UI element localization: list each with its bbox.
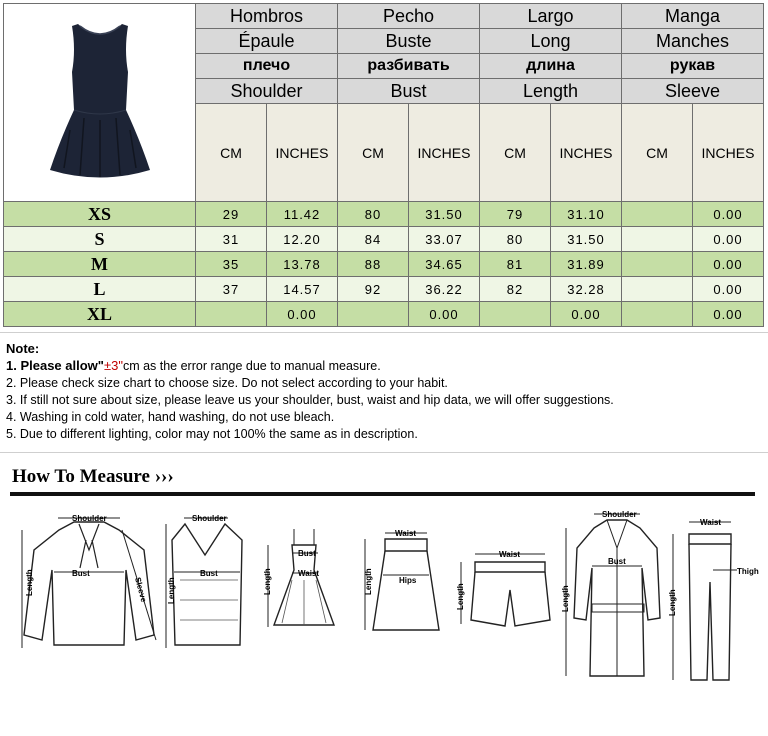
header-en-sleeve: Sleeve	[622, 79, 764, 104]
header-en-bust: Bust	[338, 79, 480, 104]
table-cell: 31.50	[409, 202, 480, 227]
table-cell: 79	[480, 202, 551, 227]
table-cell: 88	[338, 252, 409, 277]
note-line-5: 5. Due to different lighting, color may not 100% the same as in description.	[6, 427, 418, 441]
table-cell	[622, 252, 693, 277]
divider	[0, 452, 768, 453]
header-fr-length: Long	[480, 29, 622, 54]
size-label: M	[4, 252, 196, 277]
shorts-measure-diagram	[455, 540, 555, 635]
header-ru-bust: разбивать	[338, 54, 480, 79]
length-label: Length	[167, 577, 176, 604]
coat-icon	[562, 508, 667, 683]
table-cell: 0.00	[551, 302, 622, 327]
table-row	[4, 277, 764, 302]
waist-label: Waist	[298, 569, 320, 578]
dress-image	[40, 10, 160, 190]
table-cell: 81	[480, 252, 551, 277]
table-cell: 35	[196, 252, 267, 277]
table-cell: 0.00	[693, 302, 764, 327]
table-cell: 11.42	[267, 202, 338, 227]
tank-top-icon	[160, 510, 255, 655]
header-es-length: Largo	[480, 4, 622, 29]
table-cell	[338, 302, 409, 327]
table-cell: 34.65	[409, 252, 480, 277]
header-ru-sleeve: рукав	[622, 54, 764, 79]
header-fr-bust: Buste	[338, 29, 480, 54]
size-label: XS	[4, 202, 196, 227]
notes-section	[6, 340, 614, 443]
table-cell: 92	[338, 277, 409, 302]
coat-measure-diagram	[562, 508, 667, 688]
shoulder-label: Shoulder	[192, 514, 227, 523]
shorts-icon	[455, 540, 555, 630]
table-cell	[622, 302, 693, 327]
header-ru-shoulder: плечо	[196, 54, 338, 79]
note-1-rest: cm as the error range due to manual measure.	[122, 359, 381, 373]
table-cell: 32.28	[551, 277, 622, 302]
table-cell: 80	[480, 227, 551, 252]
blouse-measure-diagram	[14, 510, 164, 660]
table-cell	[622, 202, 693, 227]
table-row	[4, 202, 764, 227]
how-to-measure-title	[12, 466, 174, 488]
table-cell	[196, 302, 267, 327]
length-label: Length	[561, 585, 570, 612]
unit-header: CM	[622, 104, 693, 202]
note-1-text: 1. Please allow"	[6, 358, 104, 373]
how-to-measure-text: How To Measure	[12, 466, 150, 487]
table-cell: 13.78	[267, 252, 338, 277]
size-chart-table	[3, 3, 764, 327]
table-cell: 82	[480, 277, 551, 302]
length-label: Length	[364, 568, 373, 595]
bust-label: Bust	[72, 569, 90, 578]
table-cell: 31.89	[551, 252, 622, 277]
header-en-shoulder: Shoulder	[196, 79, 338, 104]
bust-label: Bust	[200, 569, 218, 578]
header-fr-shoulder: Épaule	[196, 29, 338, 54]
table-cell	[480, 302, 551, 327]
product-photo	[4, 4, 196, 202]
table-cell: 84	[338, 227, 409, 252]
table-cell: 31.10	[551, 202, 622, 227]
table-cell: 12.20	[267, 227, 338, 252]
length-label: Length	[456, 583, 465, 610]
table-cell: 29	[196, 202, 267, 227]
unit-header: INCHES	[267, 104, 338, 202]
bust-label: Bust	[608, 557, 626, 566]
length-label: Length	[263, 568, 272, 595]
skirt-icon	[357, 525, 447, 640]
thigh-label: Thigh	[737, 567, 759, 576]
table-row	[4, 227, 764, 252]
unit-header: CM	[480, 104, 551, 202]
length-label: Length	[25, 569, 34, 596]
shoulder-label: Shoulder	[72, 514, 107, 523]
waist-label: Waist	[395, 529, 417, 538]
triple-arrow-icon: ›››	[154, 466, 174, 487]
tank-measure-diagram	[160, 510, 255, 660]
unit-header: CM	[196, 104, 267, 202]
hips-label: Hips	[399, 576, 417, 585]
sleeve-label: Sleeve	[133, 576, 149, 604]
unit-header: INCHES	[409, 104, 480, 202]
header-es-shoulder: Hombros	[196, 4, 338, 29]
shoulder-label: Shoulder	[602, 510, 637, 519]
unit-header: CM	[338, 104, 409, 202]
note-line-4: 4. Washing in cold water, hand washing, do not use bleach.	[6, 410, 335, 424]
table-cell	[622, 277, 693, 302]
size-label: L	[4, 277, 196, 302]
pants-icon	[665, 512, 760, 687]
table-cell: 0.00	[693, 277, 764, 302]
unit-header: INCHES	[693, 104, 764, 202]
header-es-sleeve: Manga	[622, 4, 764, 29]
skirt-measure-diagram	[357, 525, 447, 645]
table-cell: 0.00	[409, 302, 480, 327]
heading-underline	[10, 492, 755, 496]
blouse-icon	[14, 510, 164, 655]
table-cell: 0.00	[693, 202, 764, 227]
table-row	[4, 252, 764, 277]
header-es-bust: Pecho	[338, 4, 480, 29]
dress-measure-diagram	[262, 525, 342, 645]
waist-label: Waist	[499, 550, 521, 559]
divider	[0, 332, 768, 333]
notes-title: Note:	[6, 341, 40, 356]
table-row	[4, 302, 764, 327]
table-cell	[622, 227, 693, 252]
note-line-1	[6, 357, 614, 375]
note-line-3: 3. If still not sure about size, please leave us your shoulder, bust, waist and hip data, we will offer suggestions.	[6, 393, 614, 407]
header-fr-sleeve: Manches	[622, 29, 764, 54]
note-1-error-range: ±3"	[103, 358, 123, 373]
table-cell: 80	[338, 202, 409, 227]
table-cell: 36.22	[409, 277, 480, 302]
table-cell: 0.00	[267, 302, 338, 327]
table-cell: 31	[196, 227, 267, 252]
waist-label: Waist	[700, 518, 722, 527]
bust-label: Bust	[298, 549, 316, 558]
table-cell: 14.57	[267, 277, 338, 302]
header-ru-length: длина	[480, 54, 622, 79]
unit-header: INCHES	[551, 104, 622, 202]
table-cell: 0.00	[693, 227, 764, 252]
length-label: Length	[668, 589, 677, 616]
header-en-length: Length	[480, 79, 622, 104]
table-cell: 0.00	[693, 252, 764, 277]
size-label: S	[4, 227, 196, 252]
strap-dress-icon	[262, 525, 342, 640]
pants-measure-diagram	[665, 512, 760, 692]
table-cell: 31.50	[551, 227, 622, 252]
table-cell: 37	[196, 277, 267, 302]
table-cell: 33.07	[409, 227, 480, 252]
size-label: XL	[4, 302, 196, 327]
note-line-2: 2. Please check size chart to choose size. Do not select according to your habit.	[6, 376, 448, 390]
